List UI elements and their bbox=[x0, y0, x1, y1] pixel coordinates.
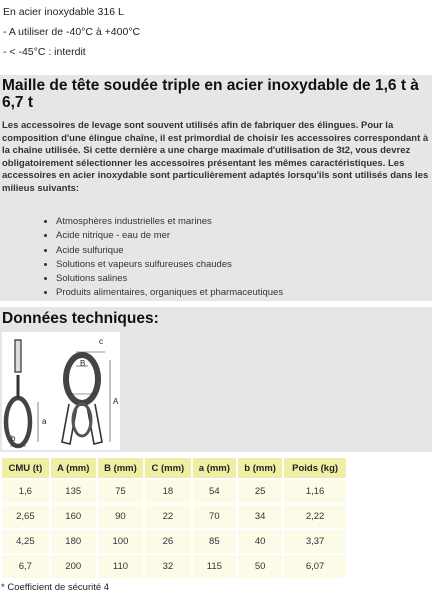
environment-item: • Acide nitrique - eau de mer bbox=[56, 229, 283, 243]
table-header-row bbox=[2, 458, 346, 478]
environment-item: • Solutions et vapeurs sulfureuses chaudes bbox=[56, 258, 283, 272]
table-cell: 200 bbox=[51, 555, 96, 578]
table-cell: 54 bbox=[193, 480, 236, 503]
temperature-limit-line: - < -45°C : interdit bbox=[3, 46, 86, 58]
table-cell: 40 bbox=[238, 530, 282, 553]
table-row bbox=[2, 530, 346, 553]
product-intro: Les accessoires de levage sont souvent utilisés afin de fabriquer des élingues. Pour la composition d'une élingue chaîne, il est primordial de choisir les accessoires correspondant à la chaîne utilisée. Si cette dernière a une charge maximale d'utilisation de 3t2, vous devrez obligatoirement sélectionner les accessoires présentant les mêmes caractéristiques. Les accessoires en acier inoxydable sont particulièrement adaptés lorsqu'ils sont utilisés dans les milieus suivants: bbox=[2, 120, 429, 194]
dimension-label-a: a bbox=[42, 417, 47, 426]
table-row bbox=[2, 555, 346, 578]
column-header: CMU (t) bbox=[2, 458, 49, 478]
material-info bbox=[3, 2, 140, 62]
column-header: C (mm) bbox=[145, 458, 190, 478]
environment-item: • Atmosphères industrielles et marines bbox=[56, 215, 283, 229]
link-dimension-diagram bbox=[2, 332, 120, 450]
table-cell: 115 bbox=[193, 555, 236, 578]
dimension-label-c: c bbox=[99, 337, 103, 346]
table-cell: 3,37 bbox=[284, 530, 346, 553]
specifications-table bbox=[0, 456, 348, 580]
table-cell: 6,07 bbox=[284, 555, 346, 578]
table-cell: 32 bbox=[145, 555, 190, 578]
column-header: B (mm) bbox=[98, 458, 143, 478]
table-cell: 26 bbox=[145, 530, 190, 553]
column-header: b (mm) bbox=[238, 458, 282, 478]
environment-item: • Acide sulfurique bbox=[56, 244, 283, 258]
environment-list bbox=[36, 215, 283, 301]
table-cell: 2,22 bbox=[284, 505, 346, 528]
table-row bbox=[2, 480, 346, 503]
table-cell: 1,16 bbox=[284, 480, 346, 503]
table-cell: 110 bbox=[98, 555, 143, 578]
material-line: En acier inoxydable 316 L bbox=[3, 6, 124, 18]
dimension-label-A: A bbox=[113, 397, 119, 406]
table-cell: 70 bbox=[193, 505, 236, 528]
table-cell: 100 bbox=[98, 530, 143, 553]
technical-data-section bbox=[0, 307, 432, 452]
table-cell: 22 bbox=[145, 505, 190, 528]
table-cell: 160 bbox=[51, 505, 96, 528]
environment-item: • Produits alimentaires, organiques et pharmaceutiques bbox=[56, 286, 283, 300]
table-cell: 90 bbox=[98, 505, 143, 528]
table-cell: 18 bbox=[145, 480, 190, 503]
table-cell: 34 bbox=[238, 505, 282, 528]
environment-item: • Solutions salines bbox=[56, 272, 283, 286]
table-cell: 1,6 bbox=[2, 480, 49, 503]
table-cell: 75 bbox=[98, 480, 143, 503]
temperature-range-line: - A utiliser de -40°C à +400°C bbox=[3, 26, 141, 38]
technical-data-title: Données techniques: bbox=[2, 310, 159, 327]
table-cell: 85 bbox=[193, 530, 236, 553]
table-cell: 4,25 bbox=[2, 530, 49, 553]
table-cell: 50 bbox=[238, 555, 282, 578]
table-cell: 180 bbox=[51, 530, 96, 553]
table-cell: 25 bbox=[238, 480, 282, 503]
dimension-label-B: B bbox=[80, 359, 86, 368]
table-cell: 6,7 bbox=[2, 555, 49, 578]
triple-link-drawing bbox=[2, 332, 120, 450]
table-row bbox=[2, 505, 346, 528]
column-header: a (mm) bbox=[193, 458, 236, 478]
product-title: Maille de tête soudée triple en acier inoxydable de 1,6 t à 6,7 t bbox=[2, 77, 419, 111]
column-header: A (mm) bbox=[51, 458, 96, 478]
table-cell: 135 bbox=[51, 480, 96, 503]
dimension-label-b: b bbox=[11, 434, 16, 443]
table-cell: 2,65 bbox=[2, 505, 49, 528]
product-description-section bbox=[0, 75, 432, 301]
safety-footnote: * Coefficient de sécurité 4 bbox=[1, 582, 110, 593]
column-header: Poids (kg) bbox=[284, 458, 346, 478]
